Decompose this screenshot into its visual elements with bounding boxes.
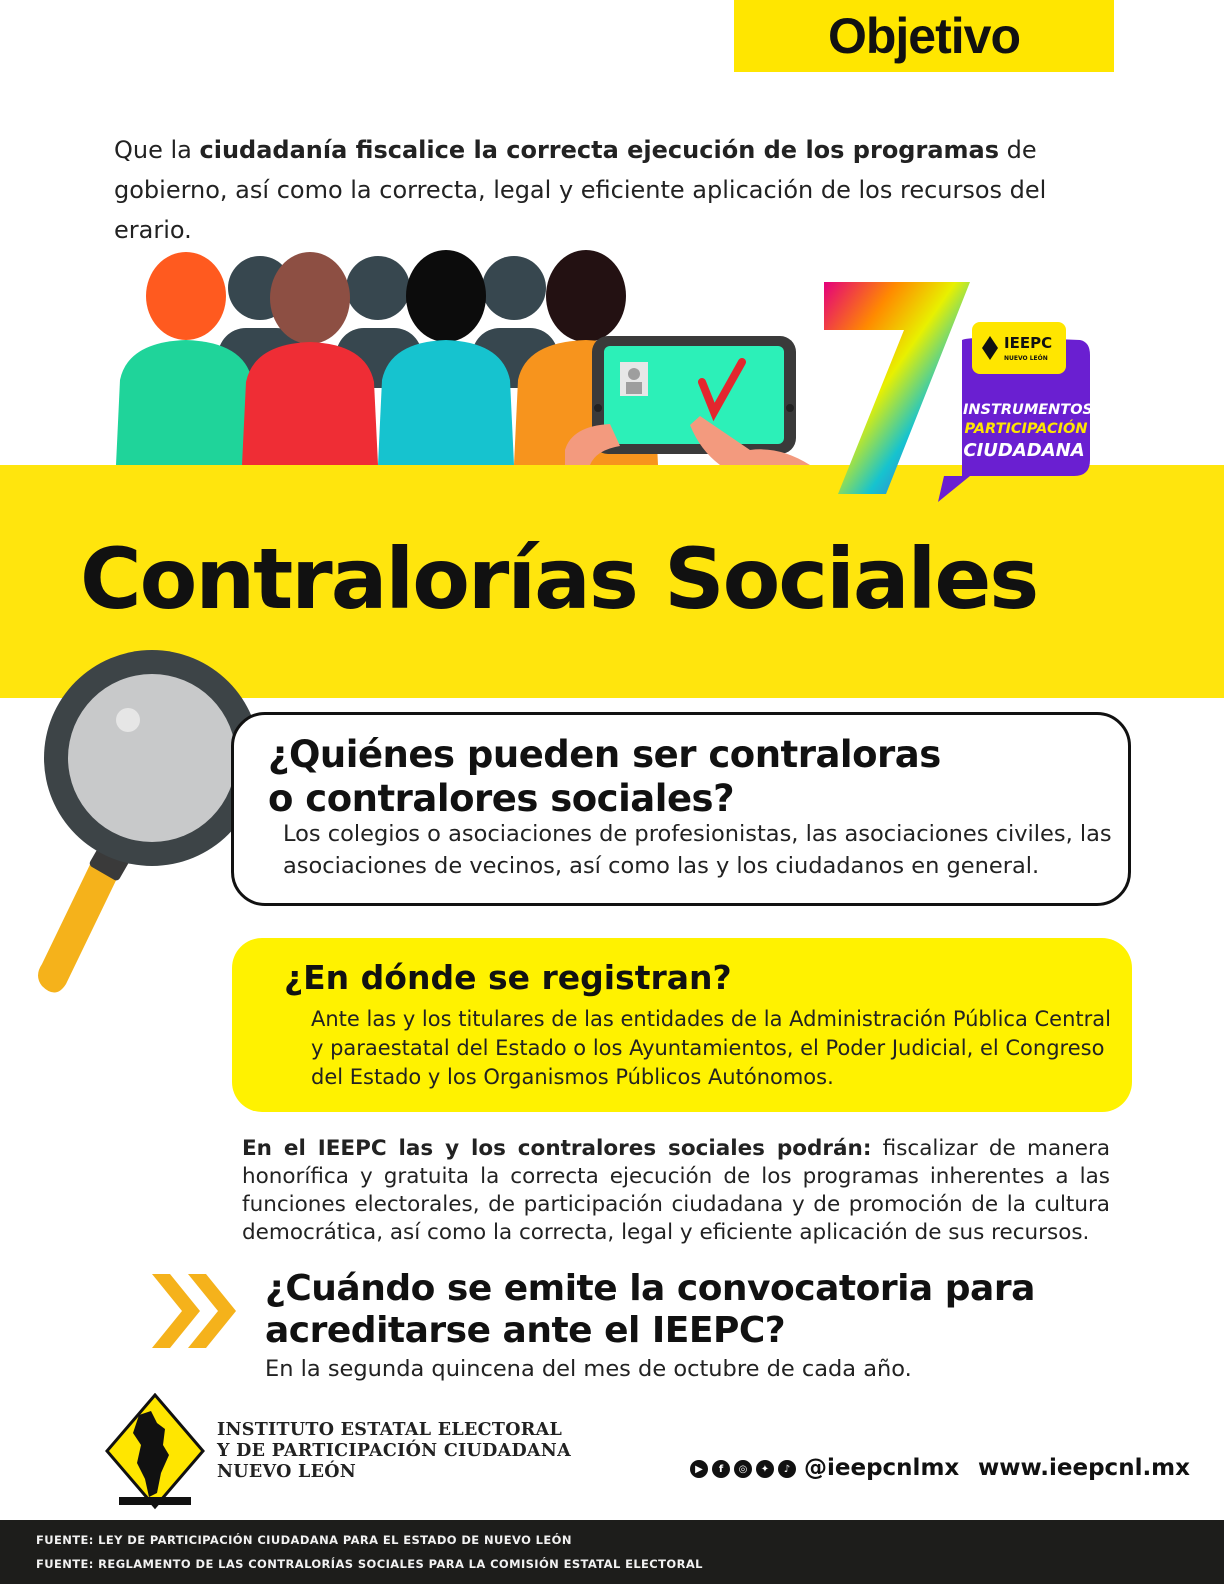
social-handle[interactable]: @ieepcnlmx — [804, 1455, 960, 1481]
badge-line1: INSTRUMENTOS — [963, 402, 1093, 418]
objetivo-label: Objetivo — [827, 8, 1021, 64]
citizens-illustration — [110, 250, 830, 465]
source-note-2: FUENTE: REGLAMENTO DE LAS CONTRALORÍAS SOCIALES PARA LA COMISIÓN ESTATAL ELECTORAL — [36, 1557, 703, 1571]
badge-line3: CIUDADANA — [963, 440, 1085, 461]
who-body: Los colegios o asociaciones de profesionistas, las asociaciones civiles, las asociaciones de vecinos, así como las y los ciudadanos en general. — [283, 821, 1112, 879]
intro-bold: ciudadanía fiscalice la correcta ejecución de los programas — [199, 136, 999, 164]
ieepc-text: fiscalizar de manera honorífica y gratuita la correcta ejecución de los programas inherentes a las funciones electorales, de participación ciudadana y de promoción de la cultura democrática, así como la correcta, legal y eficiente aplicación de sus recursos. — [242, 1136, 1110, 1245]
who-heading-line1: ¿Quiénes pueden ser contraloras — [268, 733, 941, 776]
social-icons — [690, 1460, 796, 1478]
when-heading-line2: acreditarse ante el IEEPC? — [265, 1310, 786, 1351]
intro-paragraph — [114, 130, 1124, 250]
badge-line2: PARTICIPACIÓN — [964, 421, 1088, 437]
badge-org: IEEPC — [1004, 334, 1053, 352]
tiktok-icon[interactable]: ♪ — [778, 1460, 796, 1478]
intro-suffix: de gobierno, así como la correcta, legal y eficiente aplicación de los recursos del erario. — [114, 136, 1047, 244]
website-link[interactable]: www.ieepcnl.mx — [978, 1455, 1190, 1481]
objetivo-tab — [734, 0, 1114, 72]
badge-org-sub: NUEVO LEÓN — [1004, 355, 1048, 362]
footer-bar — [0, 1520, 1224, 1584]
where-heading: ¿En dónde se registran? — [284, 958, 732, 997]
who-heading-line2: o contralores sociales? — [268, 777, 735, 820]
instrumentos-badge — [820, 280, 1110, 510]
page-title: Contralorías Sociales — [80, 530, 1038, 628]
institute-line1: INSTITUTO ESTATAL ELECTORAL — [217, 1420, 563, 1440]
instagram-icon[interactable]: ◎ — [734, 1460, 752, 1478]
where-body: Ante las y los titulares de las entidades de la Administración Pública Central y paraestatal del Estado o los Ayuntamientos, el Poder Judicial, el Congreso del Estado y los Organismos Públicos Autónomos. — [311, 1007, 1111, 1089]
facebook-icon[interactable]: f — [712, 1460, 730, 1478]
institute-line2: Y DE PARTICIPACIÓN CIUDADANA — [217, 1441, 571, 1461]
when-body: En la segunda quincena del mes de octubre de cada año. — [265, 1356, 912, 1382]
ieepc-diamond-logo — [105, 1393, 205, 1513]
youtube-icon[interactable]: ▶ — [690, 1460, 708, 1478]
ieepc-bold: En el IEEPC las y los contralores sociales podrán: — [242, 1136, 872, 1161]
when-heading-line1: ¿Cuándo se emite la convocatoria para — [265, 1268, 1035, 1309]
ieepc-paragraph — [242, 1135, 1110, 1247]
who-heading — [268, 733, 1108, 821]
twitter-icon[interactable]: ✦ — [756, 1460, 774, 1478]
double-chevron-icon — [148, 1268, 240, 1354]
institute-line3: NUEVO LEÓN — [217, 1462, 357, 1482]
institute-name — [217, 1420, 571, 1483]
intro-prefix: Que la — [114, 136, 200, 164]
source-note-1: FUENTE: LEY DE PARTICIPACIÓN CIUDADANA PARA EL ESTADO DE NUEVO LEÓN — [36, 1533, 572, 1547]
when-heading — [265, 1268, 1125, 1352]
